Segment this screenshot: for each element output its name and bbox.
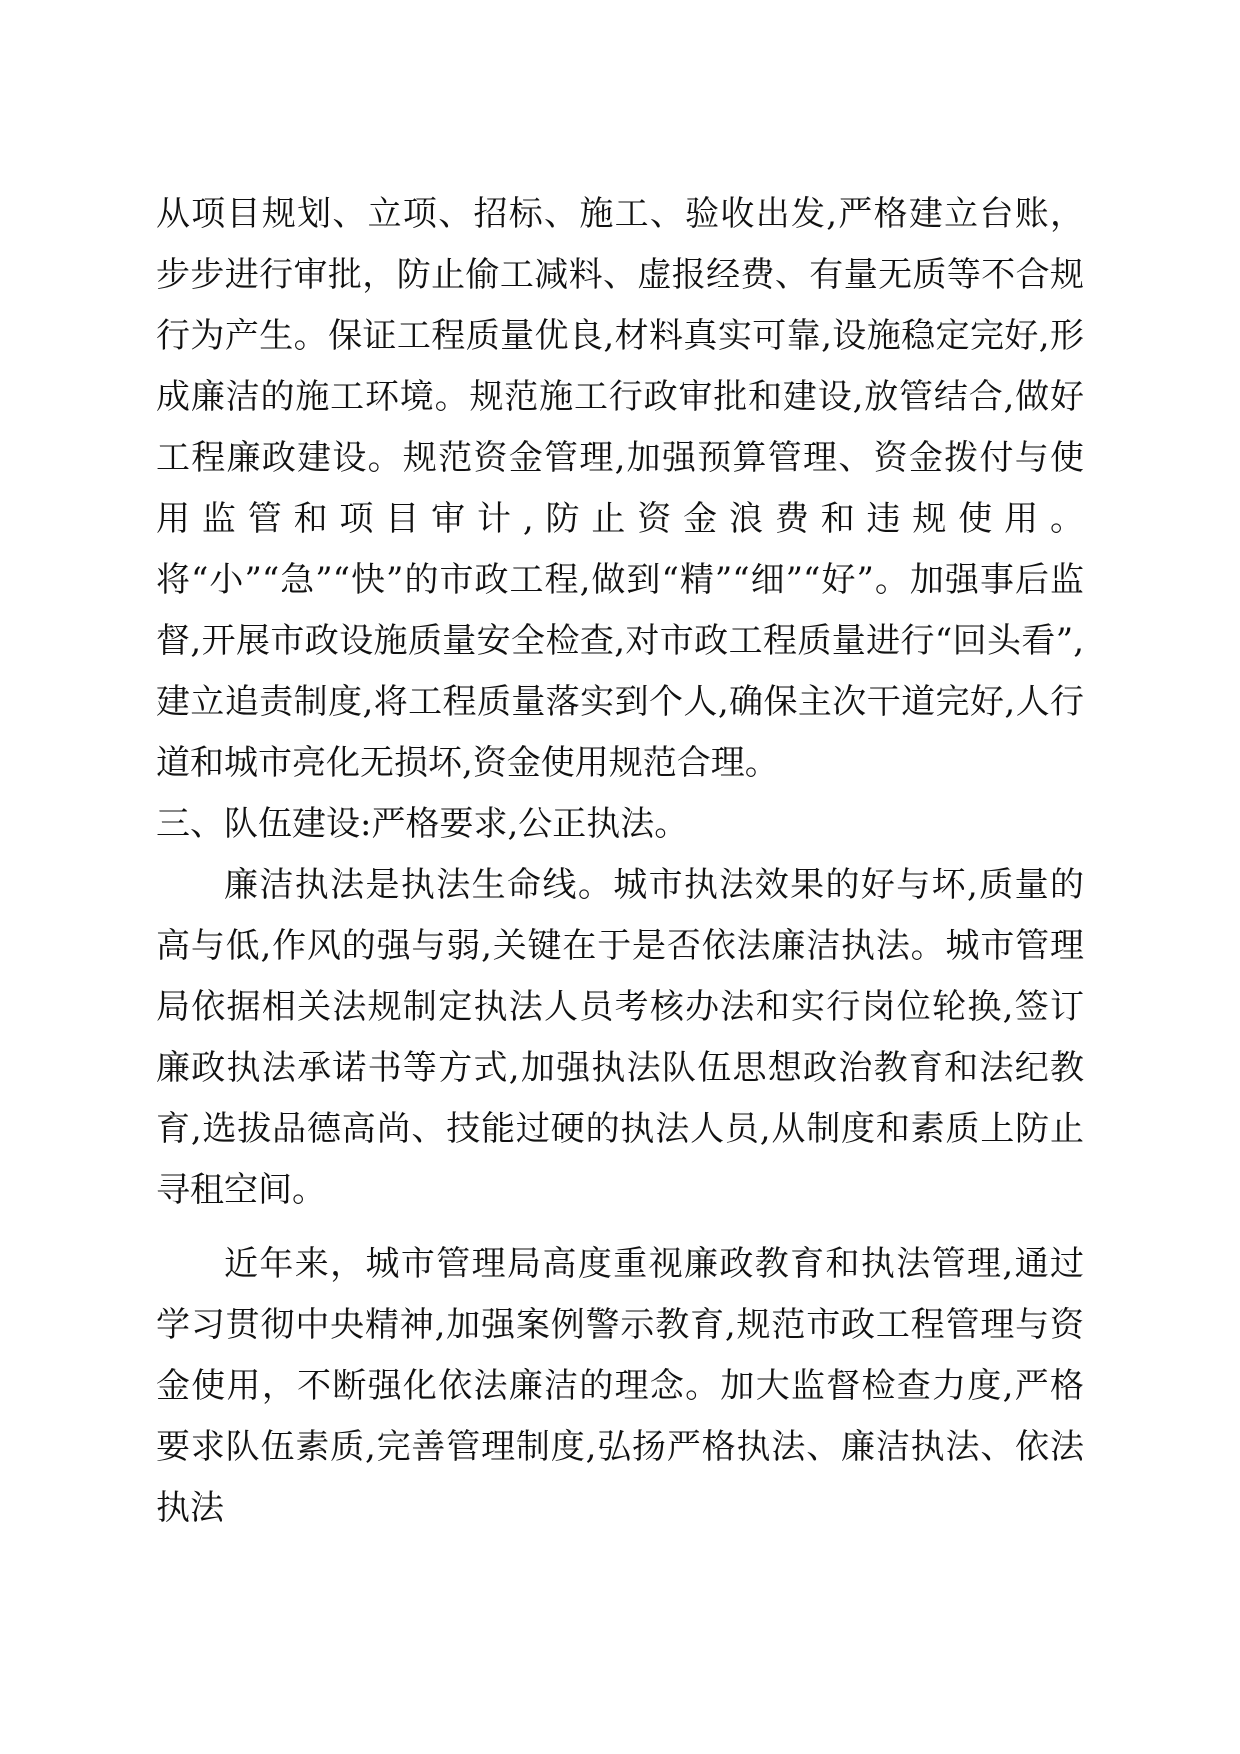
paragraph-clean-enforcement: 廉洁执法是执法生命线。城市执法效果的好与坏,质量的高与低,作风的强与弱,关键在于是否依法廉洁执法。城市管理局依据相关法规制定执法人员考核办法和实行岗位轮换,签订廉政执法承诺书等方式,加强执法队伍思想政治教育和法纪教育,选拔品德高尚、技能过硬的执法人员,从制度和素质上防止寻租空间。 (156, 865, 1084, 1210)
paragraph-recent-years: 近年来，城市管理局高度重视廉政教育和执法管理,通过学习贯彻中央精神,加强案例警示教育,规范市政工程管理与资金使用，不断强化依法廉洁的理念。加大监督检查力度,严格要求队伍素质,完善管理制度,弘扬严格执法、廉洁执法、依法执法 (156, 1244, 1084, 1528)
section-heading: 三、队伍建设:严格要求,公正执法。 (156, 804, 689, 844)
paragraph-continuation: 从项目规划、立项、招标、施工、验收出发,严格建立台账，步步进行审批，防止偷工减料、虚报经费、有量无质等不合规行为产生。保证工程质量优良,材料真实可靠,设施稳定完好,形成廉洁的施工环境。规范施工行政审批和建设,放管结合,做好工程廉政建设。规范资金管理,加强预算管理、资金拨付与使用监管和项目审计,防止资金浪费和违规使用。将“小”“急”“快”的市政工程,做到“精”“细”“好”。加强事后监督,开展市政设施质量安全检查,对市政工程质量进行“回头看”,建立追责制度,将工程质量落实到个人,确保主次干道完好,人行道和城市亮化无损坏,资金使用规范合理。 (156, 194, 1084, 783)
document-body (156, 184, 1084, 1539)
